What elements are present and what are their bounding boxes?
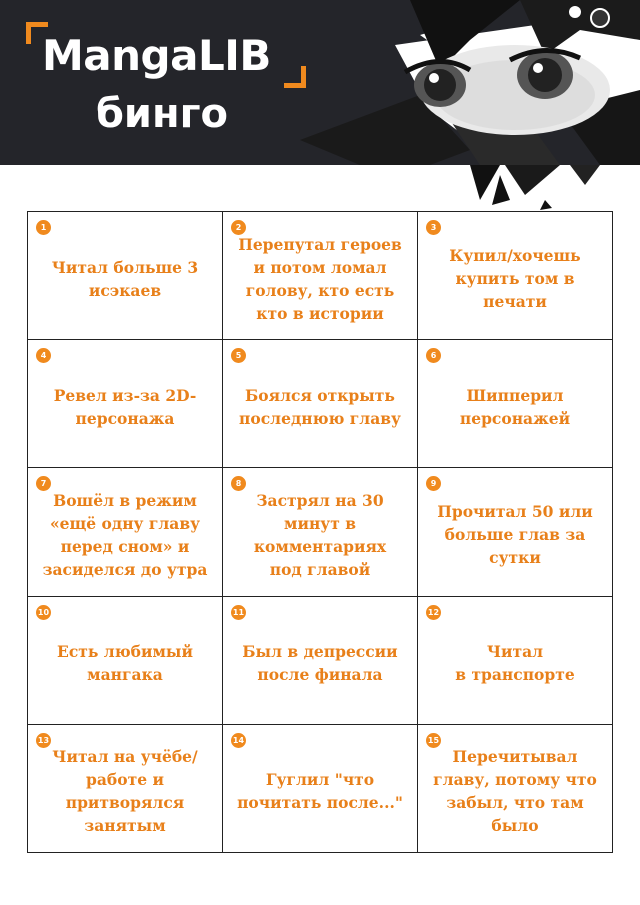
logo-text: MangaLIB xyxy=(42,31,271,80)
cell-text: Ревел из-за 2D- персонажа xyxy=(53,385,197,428)
logo-corner-bracket xyxy=(284,66,306,88)
bingo-cell[interactable] xyxy=(223,340,418,468)
cell-number-badge: 13 xyxy=(36,733,51,748)
cell-number-badge: 5 xyxy=(231,348,246,363)
cell-number-badge: 11 xyxy=(231,605,246,620)
cell-number-badge: 1 xyxy=(36,220,51,235)
bingo-cell[interactable] xyxy=(223,468,418,596)
cell-text: Вошёл в режим «ещё одну главу перед сном» и засиделся до утра xyxy=(42,490,208,579)
cell-number-badge: 10 xyxy=(36,605,51,620)
cell-text: Гуглил "что почитать после..." xyxy=(237,770,403,813)
cell-number-badge: 15 xyxy=(426,733,441,748)
cell-text: Перечитывал главу, потому что забыл, что там было xyxy=(433,747,597,836)
bingo-cell[interactable] xyxy=(418,340,613,468)
cell-number-badge: 3 xyxy=(426,220,441,235)
header-banner xyxy=(0,0,640,165)
bingo-cell[interactable] xyxy=(418,597,613,725)
cell-text: Читал больше 3 исэкаев xyxy=(51,257,199,300)
bingo-cell[interactable] xyxy=(223,725,418,853)
cell-text: Читал на учёбе/ работе и притворялся занятым xyxy=(52,747,198,836)
cell-number-badge: 2 xyxy=(231,220,246,235)
bingo-cell[interactable] xyxy=(28,340,223,468)
cell-number-badge: 12 xyxy=(426,605,441,620)
bingo-cell[interactable] xyxy=(28,597,223,725)
cell-text: Был в депрессии после финала xyxy=(242,642,398,685)
cell-text: Прочитал 50 или больше глав за сутки xyxy=(437,502,593,568)
cell-number-badge: 7 xyxy=(36,476,51,491)
cell-text: Есть любимый мангака xyxy=(57,642,193,685)
cell-text: Боялся открыть последнюю главу xyxy=(239,385,401,428)
page-title: бинго xyxy=(96,91,228,137)
bingo-cell[interactable] xyxy=(28,725,223,853)
bingo-cell[interactable] xyxy=(223,212,418,340)
cell-text: Перепутал героев и потом ломал голову, кто есть кто в истории xyxy=(238,234,402,323)
cell-text: Читал в транспорте xyxy=(455,642,575,685)
cell-text: Шипперил персонажей xyxy=(459,385,571,428)
logo xyxy=(26,22,316,92)
bingo-cell[interactable] xyxy=(418,725,613,853)
bingo-grid xyxy=(27,211,613,853)
cell-number-badge: 6 xyxy=(426,348,441,363)
cell-text: Купил/хочешь купить том в печати xyxy=(449,246,581,312)
bingo-cell[interactable] xyxy=(418,468,613,596)
cell-number-badge: 14 xyxy=(231,733,246,748)
cell-number-badge: 8 xyxy=(231,476,246,491)
cell-number-badge: 9 xyxy=(426,476,441,491)
cell-number-badge: 4 xyxy=(36,348,51,363)
bingo-cell[interactable] xyxy=(418,212,613,340)
cell-text: Застрял на 30 минут в комментариях под главой xyxy=(253,490,387,579)
bingo-cell[interactable] xyxy=(28,212,223,340)
bingo-cell[interactable] xyxy=(28,468,223,596)
bingo-cell[interactable] xyxy=(223,597,418,725)
